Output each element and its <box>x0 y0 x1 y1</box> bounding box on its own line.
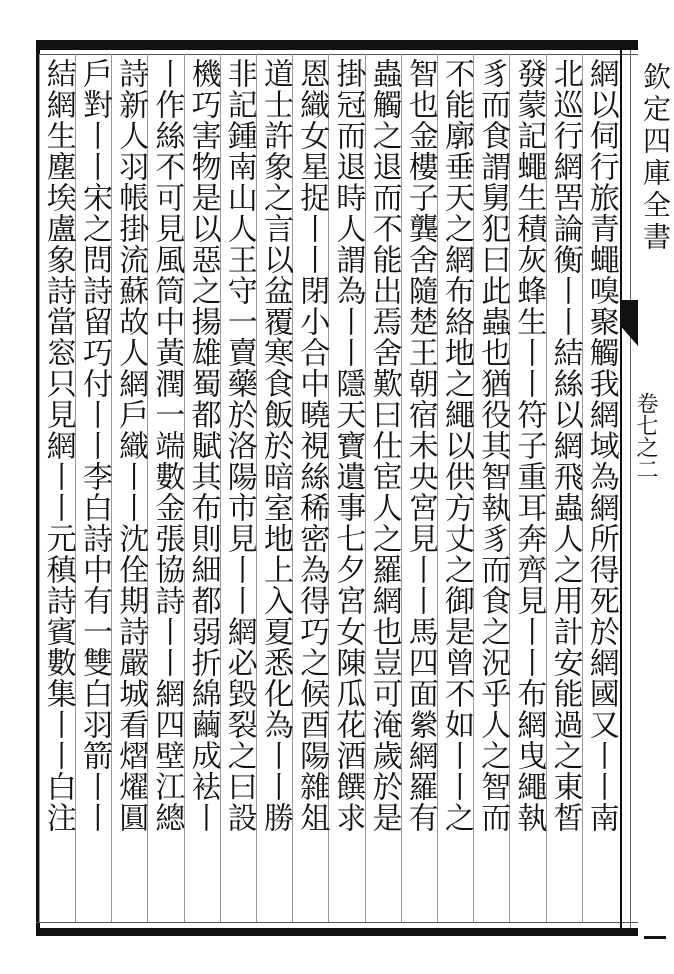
margin-volume-label: 卷七之二 <box>633 392 658 480</box>
text-column: 掛冠而退時人謂為丨丨隱天寶遺事七夕宮女陳瓜花酒饌求 <box>330 58 366 833</box>
text-column: 發蒙記蠅生積灰蜂生丨丨符子重耳奔齊見丨丨布網曳繩執 <box>511 58 547 833</box>
text-column: 北巡行網罟論衡丨丨結絲以網飛蟲人之用計安能過之東皙 <box>547 58 583 833</box>
text-column: 戶對丨丨宋之問詩留巧付丨丨李白詩中有一雙白羽箭丨丨 <box>77 58 112 833</box>
top-border <box>36 40 638 50</box>
text-column: 恩織女星捉丨丨閉小合中曉視絲稀密為得巧之候酉陽雜俎 <box>294 58 330 833</box>
margin-book-title: 欽定四庫全書 <box>639 62 672 254</box>
column-divider <box>39 54 40 922</box>
text-column: 結網生塵埃盧象詩當窓只見網丨丨元稹詩賓數集丨丨白注 <box>40 58 76 833</box>
text-column: 不能廓垂天之網布絡地之繩以供方丈之御是曾不如丨丨之 <box>439 58 474 833</box>
bottom-border <box>36 928 638 936</box>
text-column: 網以伺行旅青蠅嗅聚觸我網域為網所得死於網國又丨丨南 <box>583 58 619 833</box>
top-inner-rule <box>36 54 638 55</box>
text-column: 蟲觸之退而不能出焉舍歎曰仕宦人之羅網也豈可淹歲於是 <box>366 58 402 833</box>
margin-rule-thin <box>630 50 631 928</box>
text-column: 智也金樓子龔舍隨楚王朝宿未央宮見丨丨馬四面縈網羅有 <box>402 58 438 833</box>
text-column: 丨作絲不可見風筒中黃潤一端數金張協詩丨丨網四壁江總 <box>149 58 185 833</box>
text-column: 豸而食謂舅犯曰此蟲也猶役其智執豸而食之況乎人之智而 <box>475 58 511 833</box>
bottom-inner-rule <box>36 922 638 923</box>
text-column: 非記鍾南山人王守一賣藥於洛陽市見丨丨網必毀裂之曰設 <box>221 58 257 833</box>
text-column: 機巧害物是以惡之揚雄蜀都賦其布則細都弱折綿繭成袪丨 <box>185 58 221 833</box>
text-column: 道士許象之言以盆覆寒食飯於暗室地上入夏悉化為丨丨勝 <box>258 58 293 833</box>
text-column: 詩新人羽帳掛流蘇故人網戶織丨丨沈佺期詩嚴城看熠燿圓 <box>113 58 149 833</box>
margin-page-dash <box>644 936 666 939</box>
